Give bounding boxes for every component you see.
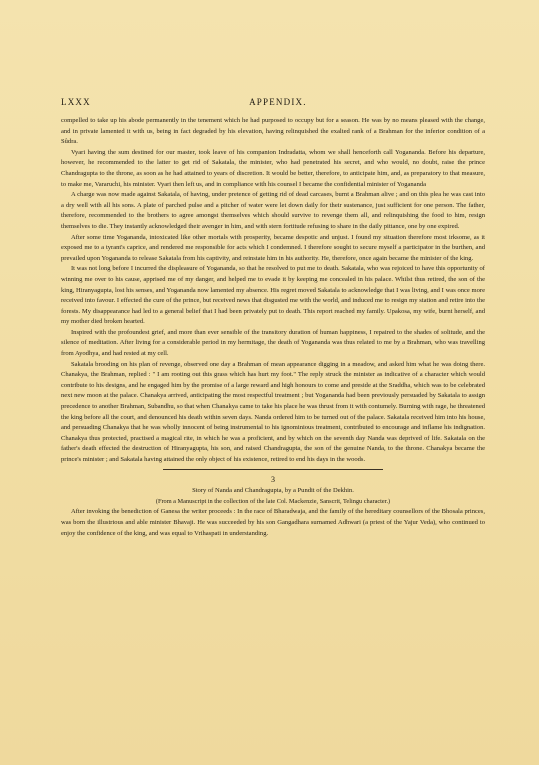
paragraph: Sakatala brooding on his plan of revenge, observed one day a Brahman of mean appearance digging in a meadow, and asked him what he was doing there. Chanakya, the Brahman, replied : " I am rooting out this grass which has hurt my foot." The reply struck the minister as indicative of a character which would contribute to his designs, and he engaged him by the promise of a large reward and high honours to come and preside at the Sraddha, which was to be celebrated next new moon at the palace. Chanakya arrived, anticipating the most respectful treatment ; but Yogananda had been previously persuaded by Sakatala to assign precedence to another Brahman, Subandhu, so that when Chanakya came to take his place he was thrust from it with contumely. Burning with rage, he threatened the king before all the court, and denounced his death within seven days. Nanda ordered him to be turned out of the palace. Sakatala received him into his house, and persuading Chanakya that he was wholly innocent of being instrumental to his ignominious treatment, contributed to encourage and inflame his indignation. Chanakya thus protected, practised a magical rite, in which he was a proficient, and by which on the seventh day Nanda was deprived of life. Sakatala on the father's death effected the destruction of Hiranyagupta, his son, and raised Chandragupta, the son of the genuine Nanda, to the throne. Chanakya became the prince's minister ; and Sakatala having attained the only object of his existence, retired to end his days in the woods.	[61, 360, 485, 463]
paragraph: It was not long before I incurred the displeasure of Yogananda, so that he resolved to put me to death. Sakatala, who was rejoiced to have this opportunity of winning me over to his cause, apprised me of my danger, and helped me to evade it by keeping me concealed in his palace. Whilst thus retired, the son of the king, Hiranyagupta, lost his senses, and Yogananda now lamented my absence. His regret moved Sakatala to acknowledge that I was living, and I was once more received into favour. I effected the cure of the prince, but received news that disgusted me with the world, and induced me to resign my station and retire into the forests. My disappearance had led to a general belief that I had been privately put to death. This report reached my family. Upakosa, my wife, burnt herself, and my mother died broken hearted.	[61, 265, 485, 326]
paragraph: Inspired with the profoundest grief, and more than ever sensible of the transitory duration of human happiness, I repaired to the shades of solitude, and the silence of meditation. After living for a considerable period in my hermitage, the death of Yogananda was thus related to me by a Brahman, who was travelling from Ayodhya, and had rested at my cell.	[61, 328, 485, 358]
page-number: LXXX	[61, 97, 91, 107]
section-title: Story of Nanda and Chandragupta, by a Pundit of the Dekhin.	[192, 487, 354, 495]
body-text	[61, 116, 485, 539]
running-title: APPENDIX.	[249, 97, 307, 107]
page-header	[61, 97, 485, 107]
paragraph: A charge was now made against Sakatala, of having, under pretence of getting rid of dead carcases, burnt a Brahman alive ; and on this plea he was cast into a dry well with all his sons. A plate of parched pulse and a pitcher of water were let down daily for their sustenance, just sufficient for one person. The father, therefore, recommended to the brothers to agree amongst themselves which should survive to revenge them all, and relinquishing the food to him, resign themselves to die. They instantly acknowledged their avenger in him, and with stern fortitude refusing to share in the daily pittance, one by one expired.	[61, 191, 485, 230]
section-number: 3	[271, 474, 275, 484]
paragraph: Vyari having the sum destined for our master, took leave of his companion Indradatta, whom we shall henceforth call Yogananda. Before his departure, however, he recommended to the latter to get rid of Sakatala, the minister, who had penetrated his secret, and who would, no doubt, raise the prince Chandragupta to the throne, as soon as he had attained to years of discretion. It would be better, therefore, to anticipate him, and, as preparatory to that measure, to make me, Vararuchi, his minister. Vyari then left us, and in compliance with his counsel I became the confidential minister of Yogananda	[61, 148, 485, 188]
paragraph: After some time Yogananda, intoxicated like other mortals with prosperity, became despotic and unjust. I found my situation therefore most irksome, as it exposed me to a tyrant's caprice, and rendered me responsible for acts which I condemned. I therefore sought to secure myself a participator in the burthen, and prevailed upon Yogananda to release Sakatala from his captivity, and reinstate him in his authority. He, therefore, once again became the minister of the king.	[61, 233, 485, 262]
paragraph: After invoking the benediction of Ganesa the writer proceeds : In the race of Bharadwaja, and the family of the hereditary counsellors of the Bhosala princes, was born the illustrious and able minister Bhavaji. He was succeeded by his son Gangadhara surnamed Adhwari (a priest of the Yajur Veda), who continued to enjoy the confidence of the king, and was equal to Vrihaspati in understanding.	[61, 508, 485, 537]
section-divider	[163, 469, 383, 470]
paragraph: compelled to take up his abode permanently in the tenement which he had purposed to occupy but for a season. He was by no means pleased with the change, and in private lamented it with us, being in fact degraded by his elevation, having relinquished the exalted rank of a Brahman for the inferior condition of a Sûdra.	[61, 117, 485, 146]
section-subtitle: (From a Manuscript in the collection of the late Col. Mackenzie, Sanscrit, Telingu character.)	[155, 497, 391, 505]
